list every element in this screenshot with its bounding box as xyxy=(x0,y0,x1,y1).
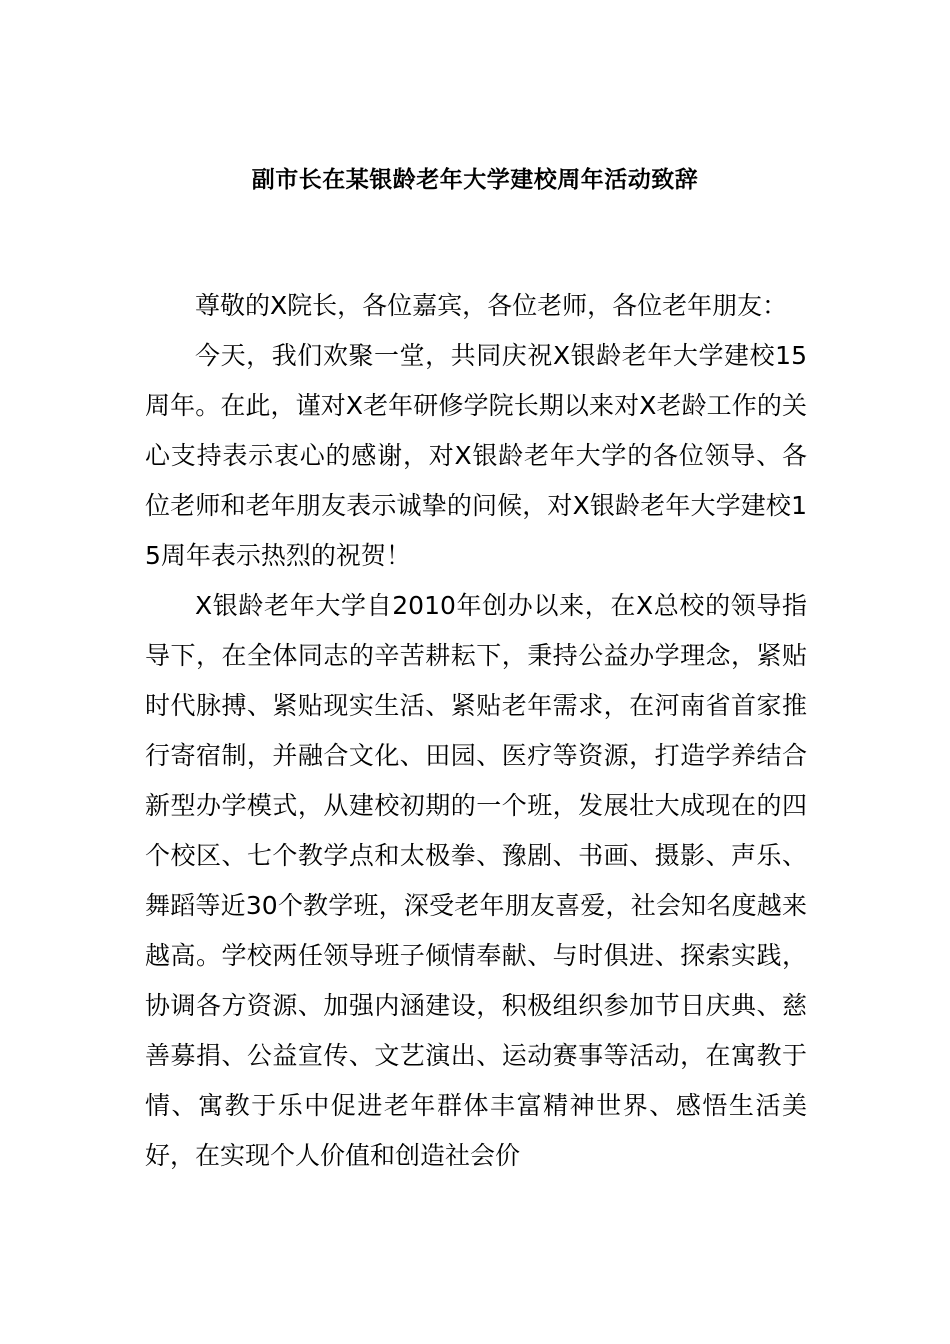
document-body xyxy=(145,281,807,1181)
salutation: 尊敬的X院长，各位嘉宾，各位老师，各位老年朋友： xyxy=(195,291,788,320)
paragraph-2: X银龄老年大学自2010年创办以来，在X总校的领导指导下，在全体同志的辛苦耕耘下，秉持公益办学理念，紧贴时代脉搏、紧贴现实生活、紧贴老年需求，在河南省首家推行寄宿制，并融合文化、田园、医疗等资源，打造学养结合新型办学模式，从建校初期的一个班，发展壮大成现在的四个校区、七个教学点和太极拳、豫剧、书画、摄影、声乐、舞蹈等近30个教学班，深受老年朋友喜爱，社会知名度越来越高。学校两任领导班子倾情奉献、与时俱进、探索实践，协调各方资源、加强内涵建设，积极组织参加节日庆典、慈善募捐、公益宣传、文艺演出、运动赛事等活动，在寓教于情、寓教于乐中促进老年群体丰富精神世界、感悟生活美好，在实现个人价值和创造社会价 xyxy=(145,591,807,1170)
paragraph-1: 今天，我们欢聚一堂，共同庆祝X银龄老年大学建校15周年。在此，谨对X老年研修学院长期以来对X老龄工作的关心支持表示衷心的感谢，对X银龄老年大学的各位领导、各位老师和老年朋友表示诚挚的问候，对X银龄老年大学建校15周年表示热烈的祝贺！ xyxy=(145,341,807,570)
document-title: 副市长在某银龄老年大学建校周年活动致辞 xyxy=(251,167,699,193)
